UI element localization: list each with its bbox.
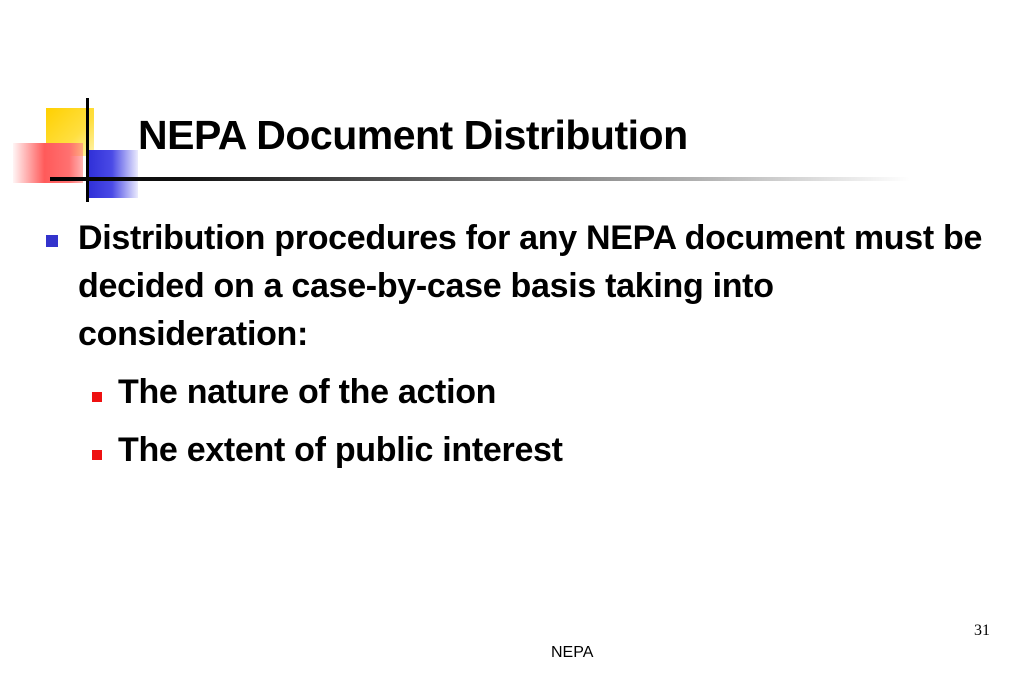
- decorative-logo: [0, 0, 160, 220]
- sub-bullet-text: The extent of public interest: [118, 431, 563, 469]
- title-divider: [50, 177, 910, 181]
- bullet-text: Distribution procedures for any NEPA document must be decided on a case-by-case basis taking into consideration:: [78, 219, 983, 353]
- footer-text: NEPA: [551, 644, 594, 661]
- logo-blue-square: [86, 150, 138, 198]
- page-number: 31: [974, 622, 990, 639]
- square-bullet-icon: [92, 392, 102, 402]
- slide-title: NEPA Document Distribution: [138, 112, 688, 158]
- square-bullet-icon: [46, 235, 58, 247]
- sub-bullet-text: The nature of the action: [118, 373, 497, 411]
- logo-vertical-line: [86, 98, 89, 202]
- square-bullet-icon: [92, 450, 102, 460]
